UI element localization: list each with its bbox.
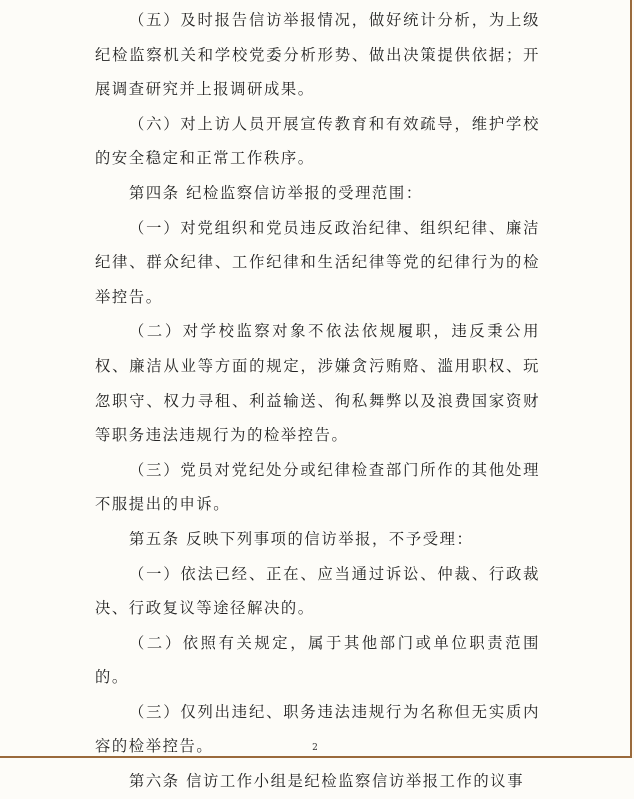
paragraph-scope-3: （三）党员对党纪处分或纪律检查部门所作的其他处理不服提出的申诉。 <box>95 460 540 514</box>
paragraph-item-5: （五）及时报告信访举报情况，做好统计分析，为上级纪检监察机关和学校党委分析形势、做出决策提供依据；开展调查研究并上报调研成果。 <box>95 11 540 99</box>
paragraph-exclusion-3: （三）仅列出违纪、职务违法违规行为名称但无实质内容的检举控告。 <box>95 702 540 756</box>
paragraph-exclusion-1: （一）依法已经、正在、应当通过诉讼、仲裁、行政裁决、行政复议等途径解决的。 <box>95 564 540 618</box>
article-6-heading: 第六条 信访工作小组是纪检监察信访举报工作的议事 <box>129 772 525 791</box>
article-4-heading: 第四条 纪检监察信访举报的受理范围： <box>129 183 423 202</box>
paragraph-item-6: （六）对上访人员开展宣传教育和有效疏导，维护学校的安全稳定和正常工作秩序。 <box>95 114 540 168</box>
document-page <box>95 0 540 799</box>
paragraph-exclusion-2: （二）依照有关规定，属于其他部门或单位职责范围的。 <box>95 633 540 687</box>
paragraph-scope-2: （二）对学校监察对象不依法依规履职，违反秉公用权、廉洁从业等方面的规定，涉嫌贪污贿赂、滥用职权、玩忽职守、权力寻租、利益输送、徇私舞弊以及浪费国家资财等职务违法违规行为的检举控告。 <box>95 322 540 445</box>
paragraph-scope-1: （一）对党组织和党员违反政治纪律、组织纪律、廉洁纪律、群众纪律、工作纪律和生活纪律等党的纪律行为的检举控告。 <box>95 218 540 306</box>
page-number: 2 <box>312 743 318 753</box>
article-5-heading: 第五条 反映下列事项的信访举报，不予受理： <box>129 529 474 548</box>
